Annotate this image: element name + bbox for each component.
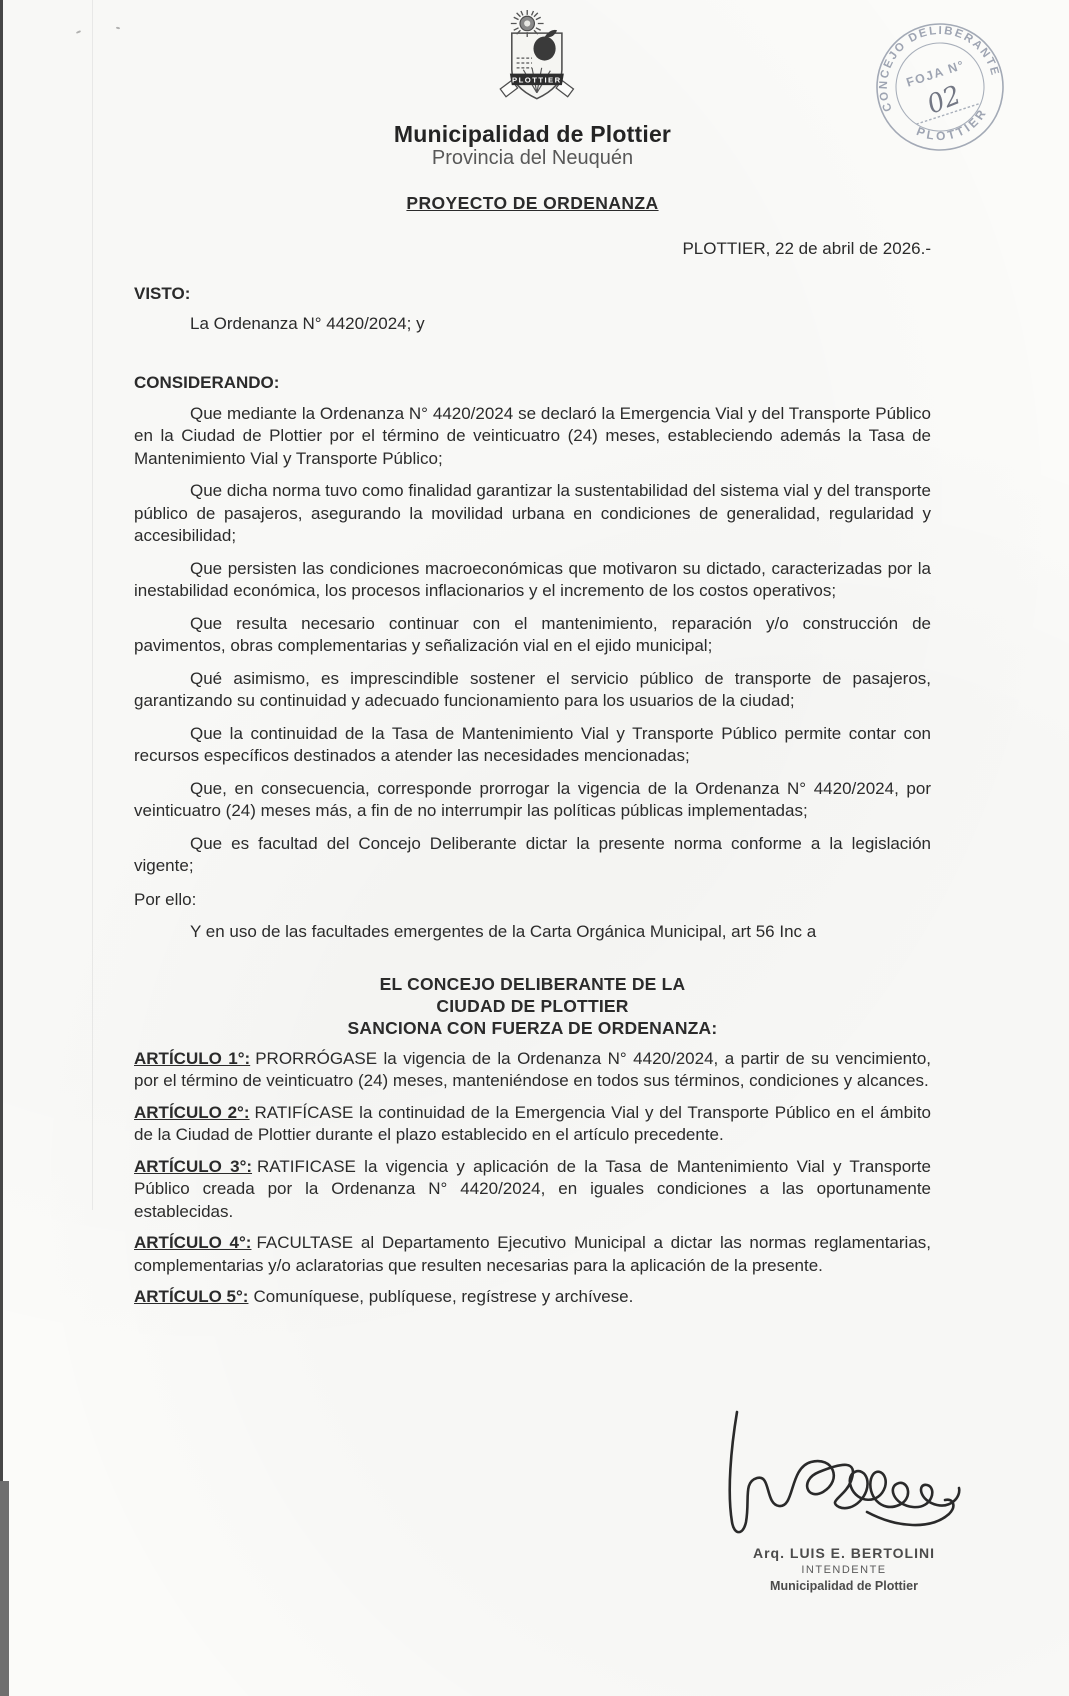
considerando-paragraph: Que, en consecuencia, corresponde prorrogar la vigencia de la Ordenanza N° 4420/2024, por veinticuatro (24) meses más, a fin de no interrumpir las políticas públicas implementadas; (134, 778, 931, 820)
considerando-paragraph: Que la continuidad de la Tasa de Mantenimiento Vial y Transporte Público permite contar con recursos específicos destinados a atender las necesidades mencionadas; (134, 723, 931, 765)
visto-heading: VISTO: (134, 284, 191, 303)
article-text: RATIFICASE la vigencia y aplicación de la Tasa de Mantenimiento Vial y Transporte Público creada por la Ordenanza N° 4420/2024, en iguales condiciones a las oportunamente establecidas. (134, 1156, 931, 1221)
visto-body: La Ordenanza N° 4420/2024; y (190, 314, 425, 333)
considerando-paragraph: Que resulta necesario continuar con el mantenimiento, reparación y/o construcción de pavimentos, obras complementarias y señalización vial en el ejido municipal; (134, 613, 931, 655)
enactment-line-2: CIUDAD DE PLOTTIER (436, 995, 629, 1016)
article (134, 1232, 931, 1277)
org-subtitle: Provincia del Neuquén (431, 147, 634, 169)
signature-scribble-icon (719, 1392, 969, 1544)
considerando-paragraph: Que dicha norma tuvo como finalidad garantizar la sustentabilidad del sistema vial y del transporte público de pasajeros, asegurando la movilidad urbana en condiciones de generalidad, regularidad y accesibilidad; (134, 481, 931, 545)
article (134, 1048, 931, 1093)
org-name: Municipalidad de Plottier (393, 121, 672, 147)
signatory-title: INTENDENTE (801, 1564, 887, 1576)
article-text: RATIFÍCASE la continuidad de la Emergencia Vial y del Transporte Público en el ámbito de la Ciudad de Plottier durante el plazo establecido en el artículo precedente. (134, 1102, 932, 1144)
stamp-foja-number: 02 (923, 80, 966, 121)
stamp-foja-label: FOJA N° (904, 57, 967, 90)
considerando-heading: CONSIDERANDO: (134, 372, 280, 392)
article-label: ARTÍCULO 1°: (134, 1048, 251, 1068)
stamp-arc-bottom-text: PLOTTIER (914, 105, 991, 144)
stamp-arc-top-text: CONCEJO DELIBERANTE (877, 24, 1002, 114)
article (134, 1156, 931, 1224)
crest-banner (509, 74, 563, 86)
document-title: PROYECTO DE ORDENANZA (406, 193, 659, 213)
article-text: Comuníquese, publíquese, regístrese y archívese. (253, 1287, 634, 1306)
article (134, 1102, 931, 1147)
signatory-org: Municipalidad de Plottier (770, 1579, 918, 1593)
considerando-paragraph: Que persisten las condiciones macroeconómicas que motivaron su dictado, caracterizadas por la inestabilidad económica, los procesos inflacionarios y el incremento de los costos operativos; (134, 558, 931, 600)
scan-speck (76, 30, 81, 34)
considerando-paragraph: Que mediante la Ordenanza N° 4420/2024 se declaró la Emergencia Vial y del Transporte Público en la Ciudad de Plottier por el término de veinticuatro (24) meses, estableciendo además la Tasa de Mantenimiento Vial y Transporte Público; (134, 403, 931, 468)
signatory-name: Arq. LUIS E. BERTOLINI (753, 1545, 935, 1561)
municipal-crest-icon (483, 10, 583, 116)
article-label: ARTÍCULO 5°: (134, 1287, 249, 1306)
article-text: PRORRÓGASE la vigencia de la Ordenanza N° 4420/2024, a partir de su vencimiento, por el término de veinticuatro (24) meses, manteniéndose en todos sus términos, condiciones y alcances. (134, 1048, 932, 1090)
article-label: ARTÍCULO 3°: (134, 1156, 253, 1176)
article (134, 1286, 931, 1309)
document-body (134, 10, 931, 1309)
por-ello: Por ello: (134, 889, 197, 909)
document-header (134, 10, 931, 170)
paper-fold-line (92, 0, 93, 1210)
article-text: FACULTASE al Departamento Ejecutivo Municipal a dictar las normas reglamentarias, complementarias y/o aclaratorias que resulten necesarias para la aplicación de la presente. (134, 1233, 931, 1275)
enactment-line-3: SANCIONA CON FUERZA DE ORDENANZA: (347, 1017, 718, 1038)
scan-edge-left (0, 0, 3, 1696)
date-line: PLOTTIER, 22 de abril de 2026.- (682, 239, 931, 258)
scan-speck (116, 27, 120, 30)
scan-edge-bottom (0, 1481, 9, 1696)
signature-block (688, 1392, 1000, 1595)
article-label: ARTÍCULO 2°: (134, 1102, 250, 1122)
crest-banner-text: PLOTTIER (511, 75, 562, 85)
enactment-line-1: EL CONCEJO DELIBERANTE DE LA (379, 973, 686, 994)
facultades-line: Y en uso de las facultades emergentes de la Carta Orgánica Municipal, art 56 Inc a (190, 922, 817, 941)
considerando-paragraph: Que es facultad del Concejo Deliberante dictar la presente norma conforme a la legislación vigente; (134, 833, 931, 875)
article-label: ARTÍCULO 4°: (134, 1233, 252, 1252)
enactment-heading (134, 973, 931, 1039)
considerando-paragraph: Qué asimismo, es imprescindible sostener el servicio público de transporte de pasajeros, garantizando su continuidad y adecuado funcionamiento para los usuarios de la ciudad; (134, 668, 931, 710)
